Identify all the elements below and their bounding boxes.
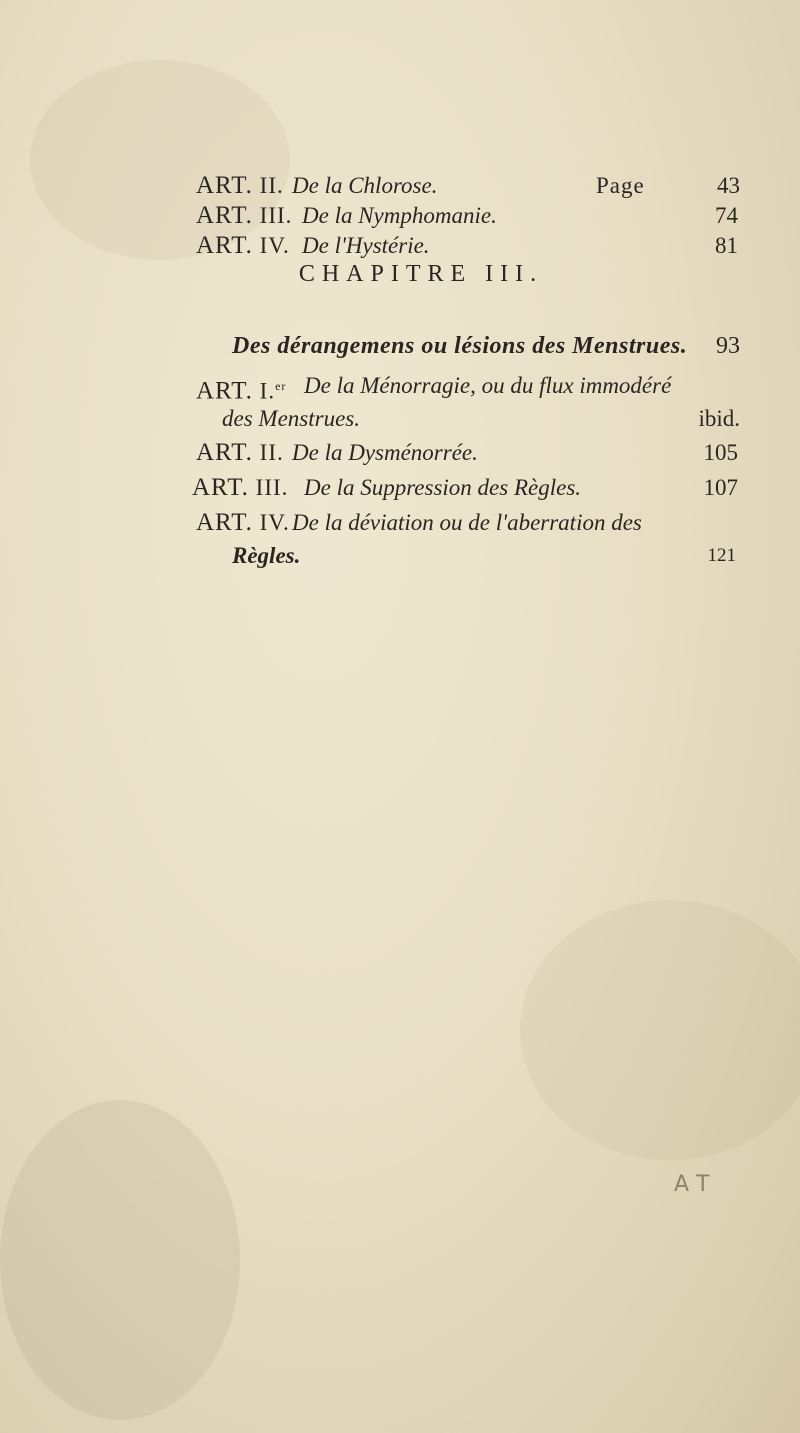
entry-title-continued: Règles.: [232, 543, 301, 568]
toc-line: [0, 507, 800, 539]
page-label: Page: [596, 173, 645, 198]
paper-stain: [520, 900, 800, 1160]
entry-title: De la Chlorose.: [292, 173, 438, 198]
page-number: ibid.: [698, 406, 740, 431]
entry-title: De l'Hystérie.: [302, 233, 430, 258]
chapter-heading: Des dérangemens ou lésions des Menstrues.: [232, 333, 688, 359]
page-number: 93: [716, 333, 740, 359]
entry-title: De la Suppression des Règles.: [304, 475, 582, 500]
page-number: 81: [715, 233, 738, 258]
art-label: ART. III.: [192, 474, 289, 501]
ink-mark: A T: [674, 1172, 710, 1197]
entry-title: De la Ménorragie, ou du flux immodéré: [304, 373, 672, 398]
art-label: ART. II.: [196, 439, 284, 466]
art-label: ART. II.: [196, 172, 284, 199]
toc-line: [0, 200, 800, 232]
toc-line: [0, 370, 800, 405]
toc-line: [0, 170, 800, 202]
art-label: ART. III.: [196, 202, 293, 229]
page-number: 121: [707, 545, 736, 566]
chapter-title: CHAPITRE III.: [298, 261, 544, 287]
toc-line: [0, 403, 800, 435]
toc-line: [0, 540, 800, 572]
art-label: ART. I.$^{er}$: [196, 377, 287, 405]
entry-title: De la déviation ou de l'aberration des: [292, 510, 642, 535]
page-number: 107: [703, 475, 738, 500]
toc-line: [0, 437, 800, 469]
paper-stain: [0, 1100, 240, 1420]
page-number: 74: [715, 203, 738, 228]
toc-line: [0, 472, 800, 504]
toc-line: [0, 330, 800, 362]
entry-title: De la Dysménorrée.: [292, 440, 478, 465]
art-label: ART. IV.: [196, 232, 290, 259]
page-number: 43: [717, 173, 740, 198]
entry-title: De la Nymphomanie.: [302, 203, 497, 228]
toc-line: [0, 230, 800, 262]
page-number: 105: [703, 440, 738, 465]
art-label: ART. IV.: [196, 509, 290, 536]
entry-title-continued: des Menstrues.: [222, 406, 360, 431]
